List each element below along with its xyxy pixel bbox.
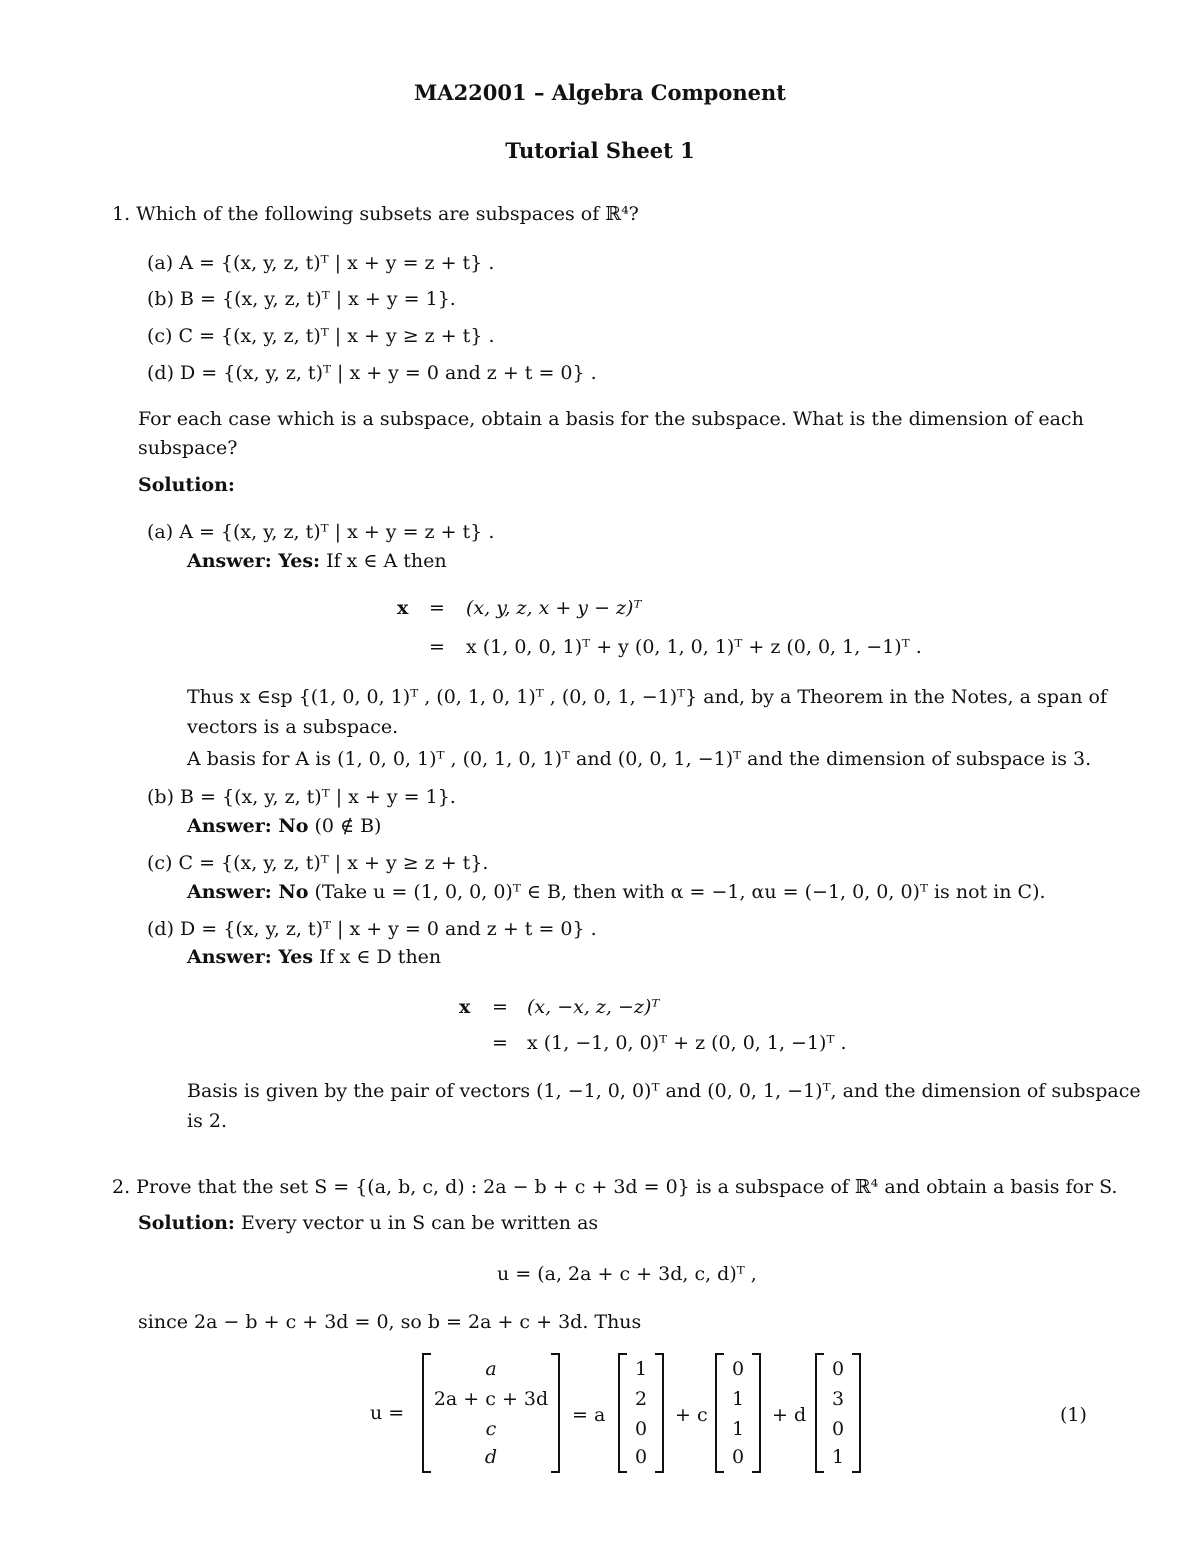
sol-a-answer (187, 550, 447, 572)
sol-a-thus-line-2: vectors is a subspace. (187, 716, 399, 738)
q2-eq-u: u = (a, 2a + c + 3d, c, d)ᵀ , (497, 1263, 757, 1285)
matrix-3 (715, 1355, 761, 1471)
sol-d-eq1-rhs: (x, −x, z, −z)ᵀ (527, 996, 660, 1018)
matrix-4-cell: 0 (831, 1418, 845, 1440)
matrix-2-cell: 0 (634, 1446, 648, 1468)
sol-a-basis-line: A basis for A is (1, 0, 0, 1)ᵀ , (0, 1, 0, 1)ᵀ and (0, 0, 1, −1)ᵀ and the dimension of subspace is 3. (187, 748, 1092, 770)
sol-b-set: (b) B = {(x, y, z, t)ᵀ | x + y = 1}. (147, 786, 456, 808)
q2-solution (138, 1212, 598, 1234)
matrix-3-cell: 0 (731, 1446, 745, 1468)
sol-d-answer-label: Answer: Yes (187, 946, 314, 968)
sol-a-answer-label: Answer: Yes: (187, 550, 321, 572)
sol-d-set: (d) D = {(x, y, z, t)ᵀ | x + y = 0 and z + t = 0} . (147, 918, 597, 940)
page-title: MA22001 – Algebra Component (414, 80, 786, 105)
q2-solution-text: Every vector u in S can be written as (240, 1212, 599, 1234)
sol-b-answer (187, 815, 381, 837)
q1-part-a: (a) A = {(x, y, z, t)ᵀ | x + y = z + t} . (147, 252, 495, 274)
sol-c-answer-label: Answer: No (187, 881, 309, 903)
matrix-2-cell: 2 (634, 1388, 648, 1410)
sol-c-answer-text: (Take u = (1, 0, 0, 0)ᵀ ∈ B, then with α = −1, αu = (−1, 0, 0, 0)ᵀ is not in C). (314, 881, 1046, 903)
matrix-eq-coef-d: + d (772, 1404, 807, 1426)
matrix-1-cell: c (485, 1418, 497, 1440)
q1-instruction-line-2: subspace? (138, 437, 238, 459)
matrix-2-cell: 1 (634, 1358, 648, 1380)
sol-a-set: (a) A = {(x, y, z, t)ᵀ | x + y = z + t} . (147, 521, 495, 543)
matrix-3-cell: 0 (731, 1358, 745, 1380)
sol-a-eq2-rhs: x (1, 0, 0, 1)ᵀ + y (0, 1, 0, 1)ᵀ + z (0, 0, 1, −1)ᵀ . (466, 636, 922, 658)
matrix-3-cell: 1 (731, 1418, 745, 1440)
sol-c-set: (c) C = {(x, y, z, t)ᵀ | x + y ≥ z + t}. (147, 852, 489, 874)
sol-b-answer-label: Answer: No (187, 815, 309, 837)
q1-part-b: (b) B = {(x, y, z, t)ᵀ | x + y = 1}. (147, 288, 456, 310)
matrix-1-cell: 2a + c + 3d (433, 1388, 549, 1410)
matrix-eq-coef-a: = a (572, 1404, 606, 1426)
matrix-eq-lhs: u = (370, 1402, 405, 1424)
matrix-4-cell: 0 (831, 1358, 845, 1380)
sol-a-eq1-sign: = (429, 597, 445, 619)
matrix-1 (422, 1355, 560, 1471)
sol-a-answer-text: If x ∈ A then (326, 550, 447, 572)
sol-a-eq2-sign: = (429, 636, 445, 658)
sol-d-basis-line-1: Basis is given by the pair of vectors (1, −1, 0, 0)ᵀ and (0, 0, 1, −1)ᵀ, and the dimension of subspace (187, 1080, 1141, 1102)
matrix-2 (618, 1355, 664, 1471)
q1-instruction-line-1: For each case which is a subspace, obtain a basis for the subspace. What is the dimension of each (138, 408, 1084, 430)
q1-part-c: (c) C = {(x, y, z, t)ᵀ | x + y ≥ z + t} . (147, 325, 495, 347)
sol-d-eq1-lhs: x (459, 996, 471, 1018)
matrix-4-cell: 3 (831, 1388, 845, 1410)
sol-b-answer-text: (0 ∉ B) (314, 815, 382, 837)
sol-d-answer-text: If x ∈ D then (319, 946, 442, 968)
equation-number: (1) (1060, 1404, 1087, 1426)
matrix-1-cell: a (485, 1358, 497, 1380)
sol-d-eq1-sign: = (492, 996, 508, 1018)
sol-a-eq1-rhs: (x, y, z, x + y − z)ᵀ (466, 597, 642, 619)
page-subtitle: Tutorial Sheet 1 (505, 138, 695, 163)
matrix-2-cell: 0 (634, 1418, 648, 1440)
question-2-prompt: 2. Prove that the set S = {(a, b, c, d) : 2a − b + c + 3d = 0} is a subspace of ℝ⁴ and obtain a basis for S. (112, 1176, 1118, 1198)
sol-d-eq2-sign: = (492, 1032, 508, 1054)
matrix-3-cell: 1 (731, 1388, 745, 1410)
sol-a-eq1-lhs: x (397, 597, 409, 619)
sol-d-eq2-rhs: x (1, −1, 0, 0)ᵀ + z (0, 0, 1, −1)ᵀ . (527, 1032, 847, 1054)
sol-d-answer (187, 946, 441, 968)
q1-solution-label: Solution: (138, 474, 235, 496)
matrix-4-cell: 1 (831, 1446, 845, 1468)
matrix-eq-coef-c: + c (675, 1404, 708, 1426)
sol-a-thus-line-1: Thus x ∈sp {(1, 0, 0, 1)ᵀ , (0, 1, 0, 1)ᵀ , (0, 0, 1, −1)ᵀ} and, by a Theorem in the Notes, a span of (187, 686, 1107, 708)
matrix-1-cell: d (484, 1446, 498, 1468)
q1-part-d: (d) D = {(x, y, z, t)ᵀ | x + y = 0 and z + t = 0} . (147, 362, 597, 384)
q2-since-line: since 2a − b + c + 3d = 0, so b = 2a + c + 3d. Thus (138, 1311, 642, 1333)
sol-c-answer (187, 881, 1046, 903)
sol-d-basis-line-2: is 2. (187, 1110, 227, 1132)
q2-solution-label: Solution: (138, 1212, 235, 1234)
question-1-prompt: 1. Which of the following subsets are subspaces of ℝ⁴? (112, 203, 639, 225)
matrix-4 (815, 1355, 861, 1471)
